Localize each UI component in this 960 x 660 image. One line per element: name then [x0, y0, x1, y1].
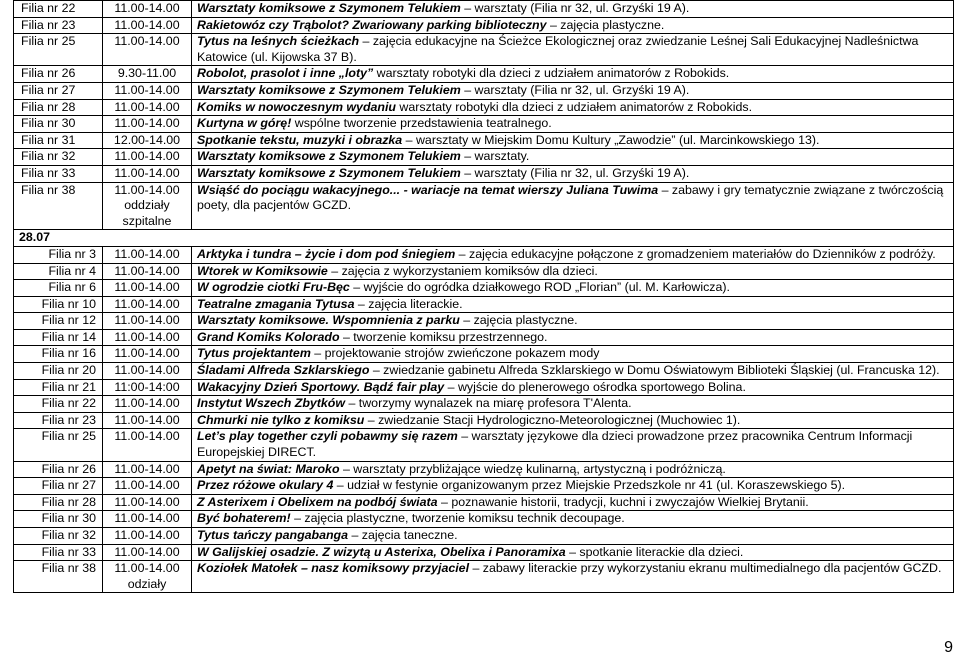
event-description: – wyjście do plenerowego ośrodka sportowego Bolina. [444, 379, 746, 394]
description-cell [192, 429, 954, 461]
library-cell: Filia nr 4 [14, 263, 103, 280]
table-row [14, 34, 954, 66]
event-title: Rakietowóz czy Trąbolot? Zwariowany parking biblioteczny [197, 17, 547, 32]
event-description: wspólne tworzenie przedstawienia teatralnego. [291, 116, 552, 131]
description-cell [192, 528, 954, 545]
event-title: Warsztaty komiksowe z Szymonem Telukiem [197, 165, 461, 180]
description-cell [192, 296, 954, 313]
description-cell [192, 263, 954, 280]
event-description: – zajęcia edukacyjne na Ścieżce Ekologicznej oraz zwiedzanie Leśnej Sali Edukacyjnej Nadleśnictwa Katowice (ul. Kijowska 37 B). [197, 34, 919, 64]
hours-cell: 11.00-14.00 [103, 116, 192, 133]
event-title: Tytus na leśnych ścieżkach [197, 34, 360, 49]
event-description: – zajęcia z wykorzystaniem komiksów dla dzieci. [327, 263, 598, 278]
hours-cell: 11.00-14.00 [103, 165, 192, 182]
hours-cell: 11.00-14.00 [103, 478, 192, 495]
event-title: Apetyt na świat: Maroko [197, 461, 340, 476]
table-row [14, 313, 954, 330]
page-number: 9 [944, 639, 953, 656]
library-cell: Filia nr 25 [14, 429, 103, 461]
hours-cell: 11.00-14.00 [103, 412, 192, 429]
event-title: Tytus projektantem [197, 346, 311, 361]
table-row [14, 363, 954, 380]
description-cell [192, 66, 954, 83]
hours-cell: 11.00-14.00 [103, 34, 192, 66]
event-title: Wtorek w Komiksowie [197, 263, 328, 278]
description-cell [192, 379, 954, 396]
description-cell [192, 561, 954, 593]
event-description: – tworzymy wynalazek na miarę profesora T'Alenta. [345, 396, 632, 411]
event-description: – warsztaty przybliżające wiedzę kulinarną, artystyczną i podróżniczą. [339, 461, 726, 476]
library-cell: Filia nr 21 [14, 379, 103, 396]
table-row [14, 182, 954, 230]
description-cell [192, 1, 954, 18]
event-description: – projektowanie strojów zwieńczone pokazem mody [310, 346, 600, 361]
table-row [14, 544, 954, 561]
library-cell: Filia nr 3 [14, 246, 103, 263]
description-cell [192, 478, 954, 495]
table-row [14, 511, 954, 528]
hours-cell: 11.00-14.00 [103, 544, 192, 561]
event-title: Warsztaty komiksowe z Szymonem Telukiem [197, 1, 461, 15]
event-title: Z Asterixem i Obelixem na podbój świata [197, 494, 438, 509]
description-cell [192, 412, 954, 429]
library-cell: Filia nr 28 [14, 99, 103, 116]
library-cell: Filia nr 22 [14, 1, 103, 18]
description-cell [192, 346, 954, 363]
event-description: – zwiedzanie Stacji Hydrologiczno-Meteorologicznej (Muchowiec 1). [364, 412, 741, 427]
event-description: – spotkanie literackie dla dzieci. [565, 544, 744, 559]
hours-cell: 11.00-14.00 [103, 396, 192, 413]
description-cell [192, 511, 954, 528]
table-row [14, 396, 954, 413]
hours-cell: 11.00-14.00 oddziały szpitalne [103, 182, 192, 230]
library-cell: Filia nr 28 [14, 494, 103, 511]
table-row [14, 246, 954, 263]
event-description: – udział w festynie organizowanym przez Miejskie Przedszkole nr 41 (ul. Koraszewskiego 5). [333, 478, 846, 493]
date-label: 28.07 [14, 230, 954, 247]
table-row [14, 165, 954, 182]
table-row [14, 149, 954, 166]
event-title: Grand Komiks Kolorado [197, 329, 340, 344]
hours-cell: 11.00-14.00 [103, 313, 192, 330]
hours-cell: 11:00-14:00 [103, 379, 192, 396]
event-title: Wsiąść do pociągu wakacyjnego... - wariacje na temat wierszy Juliana Tuwima [197, 182, 659, 197]
table-row [14, 296, 954, 313]
hours-cell: 11.00-14.00 [103, 17, 192, 34]
hours-cell: 11.00-14.00 [103, 329, 192, 346]
hours-cell: 11.00-14.00 [103, 363, 192, 380]
event-title: Robolot, prasolot i inne „loty” [197, 66, 374, 81]
description-cell [192, 313, 954, 330]
table-row [14, 528, 954, 545]
description-cell [192, 34, 954, 66]
library-cell: Filia nr 38 [14, 182, 103, 230]
description-cell [192, 363, 954, 380]
hours-cell: 11.00-14.00 [103, 494, 192, 511]
library-cell: Filia nr 32 [14, 149, 103, 166]
event-title: Koziołek Matołek – nasz komiksowy przyjaciel [197, 561, 470, 576]
event-description: – zabawy i gry tematycznie związane z twórczością poety, dla pacjentów GCZD. [197, 182, 944, 213]
event-title: Warsztaty komiksowe z Szymonem Telukiem [197, 82, 461, 97]
event-title: Chmurki nie tylko z komiksu [197, 412, 365, 427]
event-title: Spotkanie tekstu, muzyki i obrazka [197, 132, 403, 147]
hours-cell: 11.00-14.00 [103, 528, 192, 545]
event-description: – poznawanie historii, tradycji, kuchni i zwyczajów Wielkiej Brytanii. [437, 494, 809, 509]
table-row [14, 132, 954, 149]
event-description: – warsztaty językowe dla dzieci prowadzone przez pracownika Centrum Informacji Europejskiej DIRECT. [197, 429, 913, 460]
library-cell: Filia nr 26 [14, 461, 103, 478]
library-cell: Filia nr 23 [14, 412, 103, 429]
library-cell: Filia nr 31 [14, 132, 103, 149]
event-description: – tworzenie komiksu przestrzennego. [339, 329, 548, 344]
date-section [14, 230, 954, 247]
library-cell: Filia nr 6 [14, 280, 103, 297]
table-row [14, 494, 954, 511]
date-row [14, 230, 954, 247]
hours-cell: 9.30-11.00 [103, 66, 192, 83]
description-cell [192, 17, 954, 34]
event-title: Przez różowe okulary 4 [197, 478, 334, 493]
table-row [14, 17, 954, 34]
hours-cell: 11.00-14.00 [103, 263, 192, 280]
schedule-table [13, 0, 954, 593]
event-description: – zajęcia literackie. [354, 296, 463, 311]
event-description: – zajęcia plastyczne, tworzenie komiksu technik decoupage. [290, 511, 625, 526]
hours-cell: 11.00-14.00 [103, 280, 192, 297]
hours-cell: 11.00-14.00 odziały [103, 561, 192, 593]
description-cell [192, 132, 954, 149]
description-cell [192, 280, 954, 297]
description-cell [192, 396, 954, 413]
table-row [14, 82, 954, 99]
hours-cell: 11.00-14.00 [103, 346, 192, 363]
event-title: Komiks w nowoczesnym wydaniu [197, 99, 396, 114]
event-description: warsztaty robotyki dla dzieci z udziałem animatorów z Robokids. [373, 66, 730, 81]
library-cell: Filia nr 38 [14, 561, 103, 593]
table-row [14, 116, 954, 133]
event-description: – warsztaty. [460, 149, 530, 164]
library-cell: Filia nr 16 [14, 346, 103, 363]
hours-cell: 11.00-14.00 [103, 99, 192, 116]
hours-cell: 12.00-14.00 [103, 132, 192, 149]
library-cell: Filia nr 20 [14, 363, 103, 380]
table-row [14, 66, 954, 83]
event-title: Warsztaty komiksowe z Szymonem Telukiem [197, 149, 461, 164]
table-row [14, 99, 954, 116]
event-description: – wyjście do ogródka działkowego ROD „Florian” (ul. M. Karłowicza). [349, 280, 730, 295]
hours-cell: 11.00-14.00 [103, 429, 192, 461]
table-row [14, 561, 954, 593]
library-cell: Filia nr 14 [14, 329, 103, 346]
event-description: – zajęcia taneczne. [348, 528, 458, 542]
hours-cell: 11.00-14.00 [103, 296, 192, 313]
event-description: – warsztaty w Miejskim Domu Kultury „Zawodzie” (ul. Marcinkowskiego 13). [402, 132, 820, 147]
hours-cell: 11.00-14.00 [103, 82, 192, 99]
library-cell: Filia nr 10 [14, 296, 103, 313]
description-cell [192, 82, 954, 99]
table-row [14, 429, 954, 461]
event-title: W Galijskiej osadzie. Z wizytą u Asterixa, Obelixa i Panoramixa [197, 544, 566, 559]
hours-cell: 11.00-14.00 [103, 511, 192, 528]
event-description: – zajęcia edukacyjne połączone z gromadzeniem materiałów do Dzienników z podróży. [455, 246, 936, 261]
hours-cell: 11.00-14.00 [103, 461, 192, 478]
description-cell [192, 99, 954, 116]
event-description: – warsztaty (Filia nr 32, ul. Grzyśki 19 A). [460, 165, 690, 180]
table-row [14, 461, 954, 478]
description-cell [192, 544, 954, 561]
library-cell: Filia nr 27 [14, 478, 103, 495]
table-row [14, 263, 954, 280]
hours-cell: 11.00-14.00 [103, 149, 192, 166]
event-description: – warsztaty (Filia nr 32, ul. Grzyśki 19 A). [460, 82, 690, 97]
event-description: warsztaty robotyki dla dzieci z udziałem animatorów z Robokids. [395, 99, 753, 114]
event-title: Let’s play together czyli pobawmy się razem [197, 429, 458, 444]
table-row [14, 478, 954, 495]
description-cell [192, 116, 954, 133]
hours-cell: 11.00-14.00 [103, 246, 192, 263]
hours-cell: 11.00-14.00 [103, 1, 192, 18]
description-cell [192, 149, 954, 166]
library-cell: Filia nr 30 [14, 116, 103, 133]
description-cell [192, 329, 954, 346]
library-cell: Filia nr 25 [14, 34, 103, 66]
library-cell: Filia nr 12 [14, 313, 103, 330]
event-title: Kurtyna w górę! [197, 116, 292, 131]
table-row [14, 329, 954, 346]
library-cell: Filia nr 22 [14, 396, 103, 413]
event-title: Warsztaty komiksowe. Wspomnienia z parku [197, 313, 460, 328]
table-row [14, 1, 954, 18]
description-cell [192, 182, 954, 230]
event-title: Tytus tańczy pangabanga [197, 528, 349, 542]
event-description: – zajęcia plastyczne. [459, 313, 578, 328]
table-row [14, 412, 954, 429]
event-title: Teatralne zmagania Tytusa [197, 296, 355, 311]
event-title: Wakacyjny Dzień Sportowy. Bądź fair play [197, 379, 445, 394]
description-cell [192, 494, 954, 511]
library-cell: Filia nr 30 [14, 511, 103, 528]
event-title: Być bohaterem! [197, 511, 291, 526]
event-description: – zabawy literackie przy wykorzystaniu ekranu multimedialnego dla pacjentów GCZD. [469, 561, 942, 576]
library-cell: Filia nr 23 [14, 17, 103, 34]
schedule-block-before-date [14, 1, 954, 230]
library-cell: Filia nr 26 [14, 66, 103, 83]
event-description: – zajęcia plastyczne. [546, 17, 665, 32]
library-cell: Filia nr 32 [14, 528, 103, 545]
table-row [14, 280, 954, 297]
event-title: Śladami Alfreda Szklarskiego [197, 363, 370, 378]
description-cell [192, 461, 954, 478]
event-title: Arktyka i tundra – życie i dom pod śniegiem [197, 246, 456, 261]
library-cell: Filia nr 33 [14, 165, 103, 182]
event-description: – warsztaty (Filia nr 32, ul. Grzyśki 19 A). [460, 1, 690, 15]
schedule-block-date [14, 246, 954, 592]
event-description: – zwiedzanie gabinetu Alfreda Szklarskiego w Domu Oświatowym Biblioteki Śląskiej (ul. Francuska 12). [369, 363, 940, 378]
event-title: W ogrodzie ciotki Fru-Bęc [197, 280, 350, 295]
description-cell [192, 246, 954, 263]
event-title: Instytut Wszech Zbytków [197, 396, 346, 411]
library-cell: Filia nr 33 [14, 544, 103, 561]
table-row [14, 346, 954, 363]
description-cell [192, 165, 954, 182]
table-row [14, 379, 954, 396]
library-cell: Filia nr 27 [14, 82, 103, 99]
